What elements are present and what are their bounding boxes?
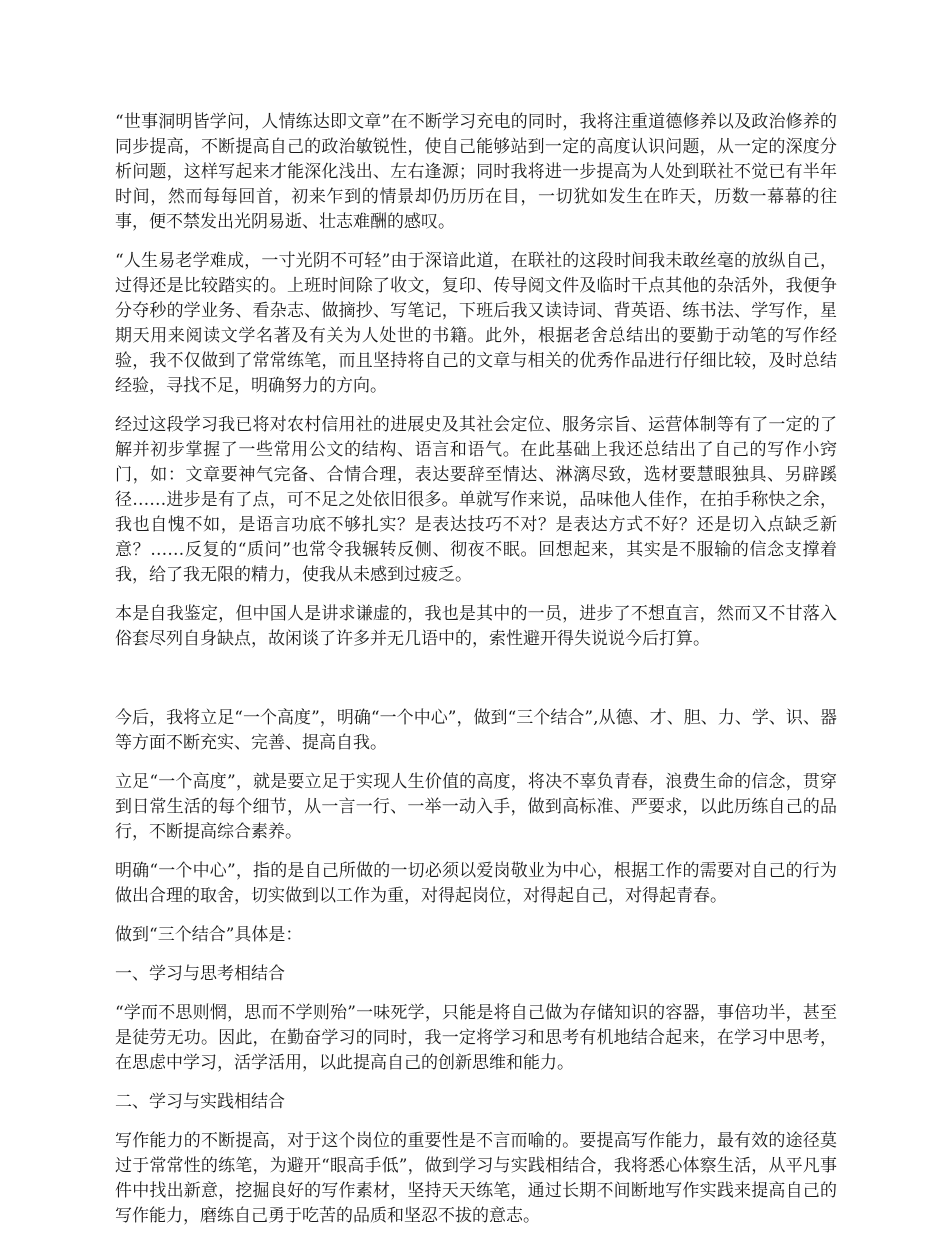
paragraph: 写作能力的不断提高，对于这个岗位的重要性是不言而喻的。要提高写作能力，最有效的途径莫过于常常性的练笔，为避开“眼高手低”，做到学习与实践相结合，我将悉心体察生活，从平凡事件中找出新意，挖掘良好的写作素材，坚持天天练笔，通过长期不间断地写作实践来提高自己的写作能力，磨练自己勇于吃苦的品质和坚忍不拔的意志。 — [115, 1131, 837, 1226]
paragraph: 今后，我将立足“一个高度”，明确“一个中心”，做到“三个结合”,从德、才、胆、力、学、识、器等方面不断充实、完善、提高自我。 — [115, 708, 837, 753]
paragraph: “世事洞明皆学问，人情练达即文章”在不断学习充电的同时，我将注重道德修养以及政治修养的同步提高，不断提高自己的政治敏锐性，使自己能够站到一定的高度认识问题，从一定的深度分析问题，这样写起来才能深化浅出、左右逢源；同时我将进一步提高为人处到联社不觉已有半年时间，然而每每回首，初来乍到的情景却仍历历在目，一切犹如发生在昨天，历数一幕幕的往事，便不禁发出光阴易逝、壮志难酬的感叹。 — [115, 112, 837, 232]
paragraph: 做到“三个结合”具体是： — [115, 925, 303, 945]
document-body — [115, 110, 837, 1243]
section-gap — [115, 666, 837, 706]
paragraph: 本是自我鉴定，但中国人是讲求谦虚的，我也是其中的一员，进步了不想直言，然而又不甘落入俗套尽列自身缺点，故闲谈了许多并无几语中的，索性避开得失说说今后打算。 — [115, 604, 837, 649]
section-heading: 一、学习与思考相结合 — [115, 964, 285, 984]
paragraph: “学而不思则惘，思而不学则殆”一味死学，只能是将自己做为存储知识的容器，事倍功半，甚至是徒劳无功。因此，在勤奋学习的同时，我一定将学习和思考有机地结合起来，在学习中思考，在思虑中学习，活学活用，以此提高自己的创新思维和能力。 — [115, 1003, 837, 1073]
section-heading: 二、学习与实践相结合 — [115, 1092, 285, 1112]
paragraph: 明确“一个中心”，指的是自己所做的一切必须以爱岗敬业为中心，根据工作的需要对自己的行为做出合理的取舍，切实做到以工作为重，对得起岗位，对得起自己，对得起青春。 — [115, 861, 837, 906]
paragraph: 立足“一个高度”，就是要立足于实现人生价值的高度，将决不辜负青春，浪费生命的信念，贯穿到日常生活的每个细节，从一言一行、一举一动入手，做到高标准、严要求，以此历练自己的品行，不断提高综合素养。 — [115, 772, 837, 842]
paragraph: 经过这段学习我已将对农村信用社的进展史及其社会定位、服务宗旨、运营体制等有了一定的了解并初步掌握了一些常用公文的结构、语言和语气。在此基础上我还总结出了自己的写作小窍门，如：文章要神气完备、合情合理，表达要辞至情达、淋漓尽致，选材要慧眼独具、另辟蹊径……进步是有了点，可不足之处依旧很多。单就写作来说，品味他人佳作，在拍手称快之余，我也自愧不如，是语言功底不够扎实？是表达技巧不对？是表达方式不好？还是切入点缺乏新意？……反复的“质问”也常令我辗转反侧、彻夜不眠。回想起来，其实是不服输的信念支撑着我，给了我无限的精力，使我从未感到过疲乏。 — [115, 415, 837, 585]
paragraph: “人生易老学难成，一寸光阴不可轻”由于深谙此道，在联社的这段时间我未敢丝毫的放纵自己，过得还是比较踏实的。上班时间除了收文，复印、传导阅文件及临时干点其他的杂活外，我便争分夺秒的学业务、看杂志、做摘抄、写笔记，下班后我又读诗词、背英语、练书法、学写作，星期天用来阅读文学名著及有关为人处世的书籍。此外，根据老舍总结出的要勤于动笔的写作经验，我不仅做到了常常练笔，而且坚持将自己的文章与相关的优秀作品进行仔细比较，及时总结经验，寻找不足，明确努力的方向。 — [115, 251, 837, 396]
